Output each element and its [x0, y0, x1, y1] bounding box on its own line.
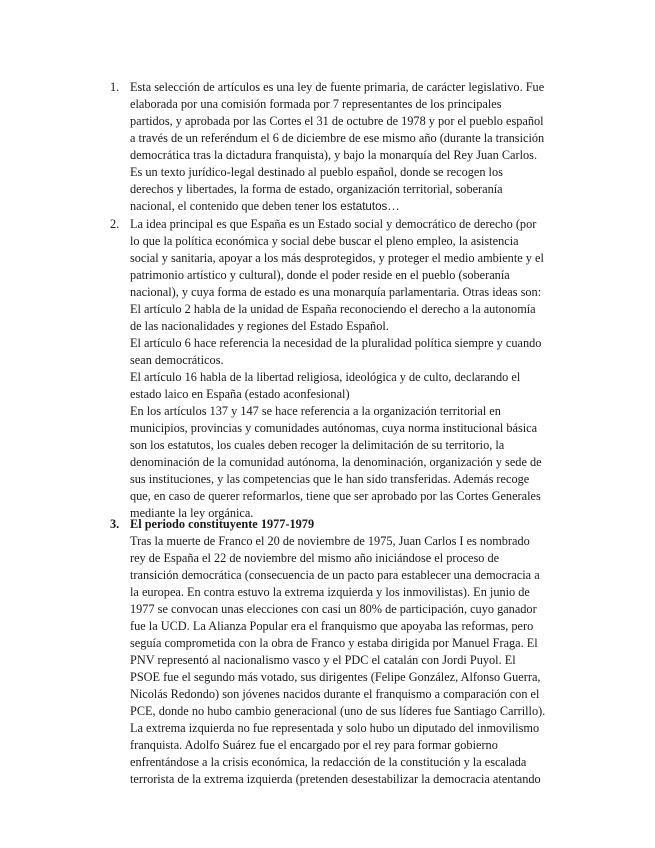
list-item-3: [110, 516, 570, 788]
text-line: denominación de la comunidad autónoma, la denominación, organización y sede de: [130, 455, 542, 469]
list-item-2: [110, 216, 570, 522]
text-line: Esta selección de artículos es una ley de fuente primaria, de carácter legislativo. Fue: [130, 80, 545, 94]
text-line: la europea. En contra estuvo la extrema izquierda y los inmovilistas). En junio de: [130, 585, 530, 599]
text-line: rey de España el 22 de noviembre del mismo año iniciándose el proceso de: [130, 551, 500, 565]
section-heading: El periodo constituyente 1977-1979: [130, 517, 315, 531]
section: [130, 516, 570, 788]
text-line: En los artículos 137 y 147 se hace referencia a la organización territorial en: [130, 404, 501, 418]
text-line: enfrentándose a la crisis económica, la redacción de la constitución y la escalada: [130, 755, 527, 769]
text-line: seguía comprometida con la obra de Franco y estaba dirigida por Manuel Fraga. El: [130, 636, 538, 650]
text-line: elaborada por una comisión formada por 7 representantes de los principales: [130, 97, 502, 111]
text-line: El artículo 6 hace referencia la necesidad de la pluralidad política siempre y cuando: [130, 336, 542, 350]
text-line: municipios, provincias y comunidades autónomas, cuya norma institucional básica: [130, 421, 538, 435]
text-line: lo que la política económica y social debe buscar el pleno empleo, la asistencia: [130, 234, 519, 248]
text-line: democrática tras la dictadura franquista), y bajo la monarquía del Rey Juan Carlos.: [130, 148, 538, 162]
text-line: mediante la ley orgánica.: [130, 506, 254, 520]
text-line: La idea principal es que España es un Estado social y democrático de derecho (por: [130, 217, 537, 231]
text-line: fue la UCD. La Alianza Popular era el franquismo que apoyaba las reformas, pero: [130, 619, 534, 633]
text-line: de las nacionalidades y regiones del Estado Español.: [130, 319, 389, 333]
text-line: El artículo 16 habla de la libertad religiosa, ideológica y de culto, declarando el: [130, 370, 521, 384]
text-line: a través de un referéndum el 6 de diciembre de ese mismo año (durante la transición: [130, 131, 545, 145]
text-segment: nacional, el contenido que deben tener: [130, 199, 323, 213]
list-number: 3.: [110, 517, 120, 531]
text-line: transición democrática (consecuencia de un pacto para establecer una democracia a: [130, 568, 540, 582]
text-line: nacional), y cuya forma de estado es una monarquía parlamentaria. Otras ideas son:: [130, 285, 542, 299]
list-item-1: [110, 79, 570, 215]
text-line: franquista. Adolfo Suárez fue el encargado por el rey para formar gobierno: [130, 738, 498, 752]
text-line: partidos, y aprobada por las Cortes el 31 de octubre de 1978 y por el pueblo español: [130, 114, 544, 128]
text-line: sean democráticos.: [130, 353, 224, 367]
text-line: PSOE fue el segundo más votado, sus dirigentes (Felipe González, Alfonso Guerra,: [130, 670, 541, 684]
list-number: 1.: [110, 80, 120, 94]
ellipsis: …: [387, 199, 400, 213]
text-line: terrorista de la extrema izquierda (pretenden desestabilizar la democracia atentando: [130, 772, 541, 786]
text-line: 1977 se convocan unas elecciones con casi un 80% de participación, cuyo ganador: [130, 602, 537, 616]
text-line: patrimonio artístico y cultural), donde el poder reside en el pueblo (soberanía: [130, 268, 510, 282]
text-line: son los estatutos, los cuales deben recoger la delimitación de su territorio, la: [130, 438, 505, 452]
text-line: que, en caso de querer reformarlos, tiene que ser aprobado por las Cortes Generales: [130, 489, 541, 503]
text-line: derechos y libertades, la forma de estado, organización territorial, soberanía: [130, 182, 503, 196]
text-line-last: [130, 198, 570, 215]
text-line: estado laico en España (estado aconfesional): [130, 387, 350, 401]
text-line: El artículo 2 habla de la unidad de España reconociendo el derecho a la autonomía: [130, 302, 536, 316]
paragraph: [130, 79, 570, 215]
text-line: sus instituciones, y las competencias que le han sido transferidas. Además recoge: [130, 472, 530, 486]
text-line: PNV representó al nacionalismo vasco y el PDC el catalán con Jordi Puyol. El: [130, 653, 516, 667]
paragraph: [130, 216, 570, 522]
text-segment-sans: los estatutos: [322, 200, 388, 213]
text-line: social y sanitaria, apoyar a los más desprotegidos, y proteger el medio ambiente y el: [130, 251, 544, 265]
text-line: Es un texto jurídico-legal destinado al pueblo español, donde se recogen los: [130, 165, 503, 179]
list-number: 2.: [110, 217, 120, 231]
text-line: La extrema izquierda no fue representada y solo hubo un diputado del inmovilismo: [130, 721, 540, 735]
text-line: Tras la muerte de Franco el 20 de noviembre de 1975, Juan Carlos I es nombrado: [130, 534, 530, 548]
text-line: Nicolás Redondo) son jóvenes nacidos durante el franquismo a comparación con el: [130, 687, 540, 701]
text-line: PCE, donde no hubo cambio generacional (uno de sus líderes fue Santiago Carrillo).: [130, 704, 546, 718]
